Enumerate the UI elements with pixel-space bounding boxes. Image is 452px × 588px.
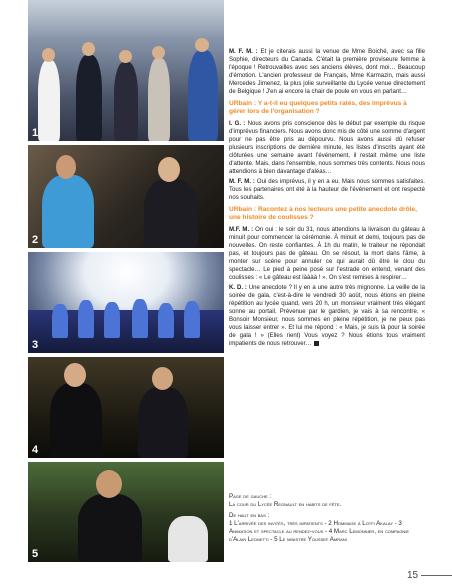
photo-number: 3 [32,339,39,351]
answer-text: On oui : le soir du 31, nous attendions la livraison du gâteau à minuit pour commencer la cérémonie. À minuit et demi, toujours pas de nouvelles. On reste confiantes. À 1h du matin, le traiteur ne répondait pas, et toujours pas de gâteau. On se résout, la mort dans l'âme, à monter sur scène pour annuler ce qui aurait dû être le clou du spectacle… Le pied à peine posé sur l'estrade on entend, venant des coulisses : « Le gâteau est làààà ! ». On s'est remises à respirer… [229,226,425,281]
question-heading: URbain : Y a-t-il eu quelques petits ratés, des imprévus à gérer lors de l'organisation ? [229,100,407,116]
page-number: 15 [407,570,419,581]
answer-text: Une anecdote ? Il y en a une autre très mignonne. La veille de la soirée de gala, c'est-à-dire le vendredi 30 août, nous étions en pleine répétition au lycée quand, vers 20 h, un monsieur vraiment très élégant sonne au portail. Prévenue par le gardien, je vais à sa rencontre. « Bonsoir Monsieur, nous sommes en pleine répétition, je ne peux pas vous laisser entrer ». Et lui me répond : « Mais, je suis là pour la soirée de gala ! » (Elles rient) Vous voyez ? Nous étions tous vraiment impatients de nous retrouver… [229,284,425,348]
answer-text: Nous avons pris conscience dès le début par exemple du risque d'imprévus financiers. Nous avons donc mis de côté une somme d'argent pour ne pas être pris au dépourvu. Nous avons aussi dû refuser plusieurs inscriptions de dernière minute, les listes d'inscrits ayant été clôturées une semaine avant l'événement, il restait même une liste d'attente. Mais, dans l'ensemble, nous sommes très contents. Nous nous attendions à bien davantage d'aléas… [229,120,425,175]
caption-title: De haut en bas : [229,512,270,519]
page-number-rule [421,575,452,576]
photo-minister [28,462,224,562]
answer-paragraph [229,226,425,282]
end-of-article-square [314,341,319,346]
speaker: M. F. M. : [229,49,258,55]
caption-title: Page de gauche : [229,493,272,500]
photo-guests-arrival [28,0,224,141]
photo-tribute [28,145,224,248]
interview-text [229,48,425,350]
caption-text: La cour du Lycée Regnault en habits de fête. [229,501,342,508]
answer-text: Oui des imprévus, il y en a eu. Mais nous sommes satisfaites. Tous les partenaires ont été à la hauteur de l'événement et ont respecté nos souhaits. [229,179,425,202]
photo-number: 5 [32,548,39,560]
speaker: M. F. M. : [229,179,255,186]
question-heading: URbain : Racontez à nos lecteurs une petite anecdote drôle, une histoire de coulisses ? [229,206,417,222]
answer-text: Et je citerais aussi la venue de Mme Boiché, avec sa fille Sophie, directeurs du Canada. C'était la première proviseure femme à l'époque ! Retrouvailles avec ses anciens élèves, dont moi… Beaucoup d'émotion. L'ancien professeur de Français, Mme Karmazin, mais aussi Mercedes Jimenez, la plus jolie surveillante du Lycée venue directement de Belgique ! J'en ai encore la chair de poule en vous en parlant… [229,49,425,96]
speaker: K. D. : [229,284,247,291]
speaker: I. G. : [229,120,246,127]
answer-paragraph [229,178,425,202]
caption-top-to-bottom [229,512,425,544]
answer-paragraph [229,284,425,348]
photo-marc-lemonnier [28,357,224,458]
answer-paragraph [229,120,425,176]
photo-column [28,0,224,564]
photo-number: 2 [32,234,39,246]
caption-left-page [229,493,425,509]
caption-text: 1 L'arrivée des invités, très impatients - 2 Hommage à Lotfi Akalay - 3 Animation et spectacle au rendez-vous - 4 Marc Lemonnier, en compagnie d'Alain Leonetti - 5 Le ministre Youssef Amrani [229,520,410,543]
speaker: M.F. M. : [229,226,254,233]
photo-number: 1 [32,127,39,139]
photo-show [28,252,224,353]
photo-captions [229,493,425,547]
photo-number: 4 [32,444,39,456]
intro-paragraph [229,48,425,96]
